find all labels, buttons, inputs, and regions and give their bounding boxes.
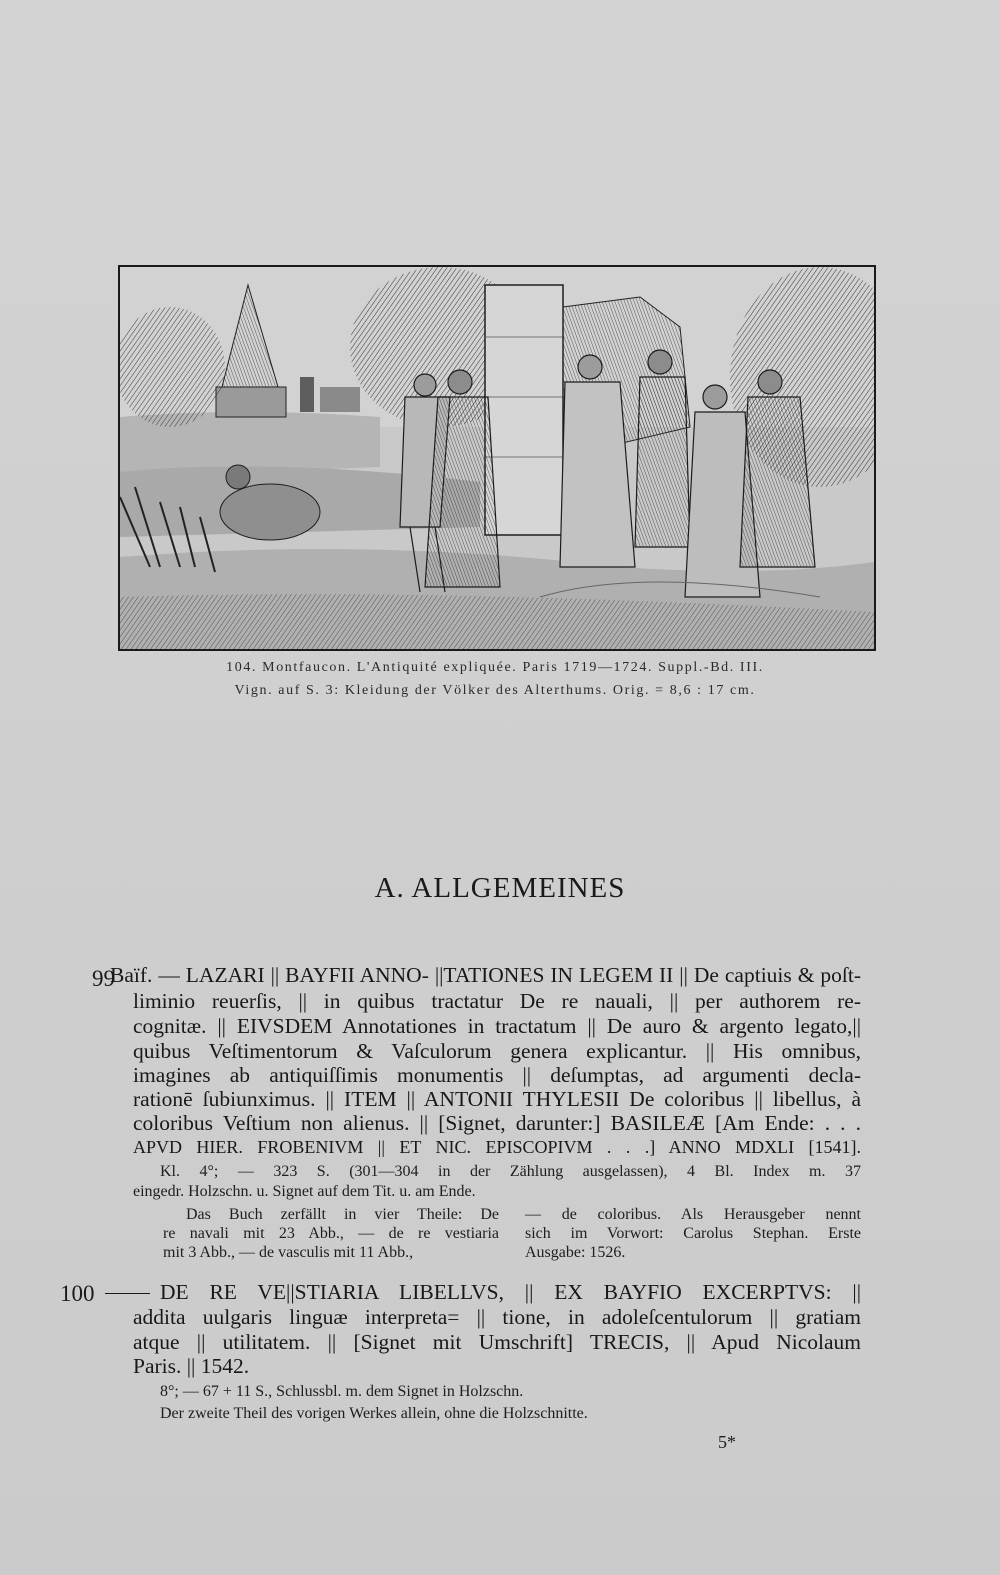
- entry-line: liminio reuerſis, || in quibus tractatur De re nauali, || per authorem re-: [133, 989, 861, 1013]
- entry-line: coloribus Veſtium non alienus. || [Signet, darunter:] BASILEÆ [Am Ende: . . .: [133, 1111, 861, 1135]
- section-heading: A. ALLGEMEINES: [374, 872, 626, 904]
- entry-note: eingedr. Holzschn. u. Signet auf dem Tit. u. am Ende.: [133, 1183, 476, 1200]
- entry-line: Paris. || 1542.: [133, 1354, 250, 1378]
- entry-number: 99: [92, 966, 115, 991]
- entry-line: imagines ab antiquiſſimis monumentis || deſumptas, ad argumenti decla-: [133, 1063, 861, 1087]
- entry-note-col-left: re navali mit 23 Abb., — de re vestiaria: [163, 1225, 499, 1242]
- entry-line: rationē ſubiunximus. || ITEM || ANTONII THYLESII De coloribus || libellus, à: [133, 1087, 861, 1111]
- entry-line: DE RE VE||STIARIA LIBELLVS, || EX BAYFIO EXCERPTVS: ||: [160, 1280, 861, 1304]
- entry-note: 8°; — 67 + 11 S., Schlussbl. m. dem Signet in Holzschn.: [160, 1383, 524, 1400]
- entry-line: addita uulgaris linguæ interpreta= || tione, in adoleſcentulorum || gratiam: [133, 1305, 861, 1329]
- engraving-vignette: [118, 265, 876, 651]
- entry-number: 100: [60, 1281, 95, 1306]
- entry-line: APVD HIER. FROBENIVM || ET NIC. EPISCOPIVM . . .] ANNO MDXLI [1541].: [133, 1137, 861, 1157]
- figure-caption-line-1: 104. Montfaucon. L'Antiquité expliquée. Paris 1719—1724. Suppl.-Bd. III.: [226, 660, 764, 675]
- river-god-figure: [220, 484, 320, 540]
- signature-mark: 5*: [718, 1432, 736, 1452]
- engraving-illustration: [120, 267, 874, 649]
- entry-note-col-right: sich im Vorwort: Carolus Stephan. Erste: [525, 1225, 861, 1242]
- stone-pillar: [485, 285, 563, 535]
- entry-line: quibus Veſtimentorum & Vaſculorum genera explicantur. || His omnibus,: [133, 1039, 861, 1063]
- entry-note-col-left: Das Buch zerfällt in vier Theile: De: [186, 1206, 499, 1223]
- entry-note: Der zweite Theil des vorigen Werkes allein, ohne die Holzschnitte.: [160, 1405, 588, 1422]
- entry-note-col-right: Ausgabe: 1526.: [525, 1244, 626, 1261]
- figure-caption-line-2: Vign. auf S. 3: Kleidung der Völker des Alterthums. Orig. = 8,6 : 17 cm.: [234, 683, 756, 698]
- entry-line: Baïf. — LAZARI || BAYFII ANNO- ||TATIONES IN LEGEM II || De captiuis & poſt-: [110, 963, 861, 987]
- entry-line: cognitæ. || EIVSDEM Annotationes in tractatum || De auro & argento legato,||: [133, 1014, 861, 1038]
- entry-note-col-left: mit 3 Abb., — de vasculis mit 11 Abb.,: [163, 1244, 414, 1261]
- entry-line: atque || utilitatem. || [Signet mit Umschrift] TRECIS, || Apud Nicolaum: [133, 1330, 861, 1354]
- entry-note-col-right: — de coloribus. Als Herausgeber nennt: [525, 1206, 861, 1223]
- ditto-rule: [105, 1293, 150, 1294]
- entry-note: Kl. 4°; — 323 S. (301—304 in der Zählung ausgelassen), 4 Bl. Index m. 37: [160, 1163, 861, 1180]
